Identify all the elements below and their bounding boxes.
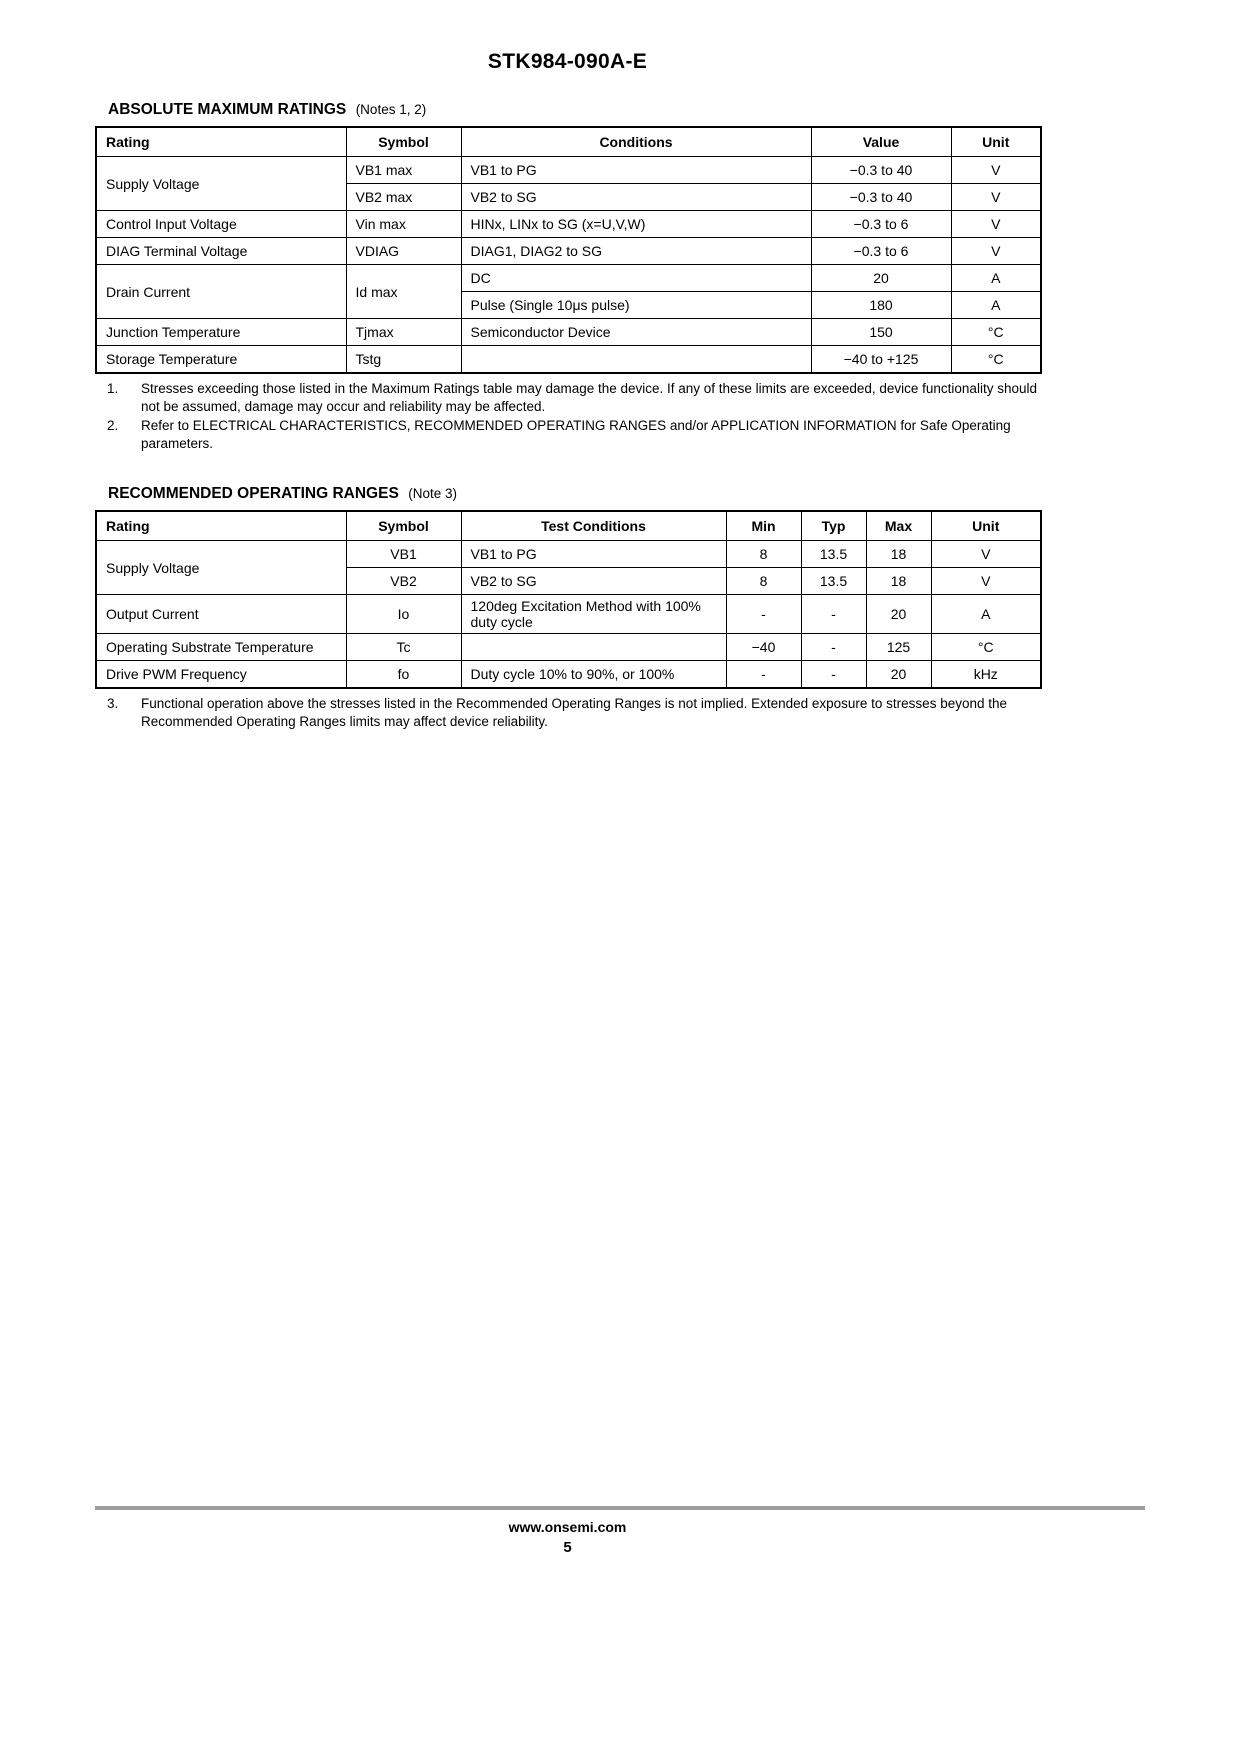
page-number: 5	[563, 1539, 572, 1556]
cell-symbol: VB2	[346, 568, 461, 595]
table-row	[96, 238, 1041, 265]
abs-max-table	[95, 126, 1042, 374]
cell-unit: °C	[951, 346, 1041, 374]
cell-min: 8	[726, 568, 801, 595]
cell-unit: V	[951, 238, 1041, 265]
absolute-maximum-ratings-section	[95, 101, 1040, 452]
cell-rating: Operating Substrate Temperature	[96, 634, 346, 661]
cell-value: −0.3 to 40	[811, 184, 951, 211]
cell-symbol: Io	[346, 595, 461, 634]
col-header-typ: Typ	[801, 511, 866, 541]
cell-conditions: Duty cycle 10% to 90%, or 100%	[461, 661, 726, 689]
note-number: 2.	[107, 418, 119, 434]
cell-rating: Supply Voltage	[96, 157, 346, 211]
col-header-rating: Rating	[96, 511, 346, 541]
note-1	[107, 380, 1040, 415]
cell-value: −0.3 to 40	[811, 157, 951, 184]
col-header-unit: Unit	[931, 511, 1041, 541]
table-row	[96, 661, 1041, 689]
cell-rating: Storage Temperature	[96, 346, 346, 374]
table-row	[96, 634, 1041, 661]
cell-max: 18	[866, 568, 931, 595]
cell-min: 8	[726, 541, 801, 568]
cell-conditions: DIAG1, DIAG2 to SG	[461, 238, 811, 265]
cell-conditions: VB2 to SG	[461, 568, 726, 595]
cell-min: −40	[726, 634, 801, 661]
cell-rating: Supply Voltage	[96, 541, 346, 595]
cell-value: −0.3 to 6	[811, 238, 951, 265]
recommended-operating-ranges-section	[95, 485, 1040, 730]
col-header-value: Value	[811, 127, 951, 157]
col-header-test-conditions: Test Conditions	[461, 511, 726, 541]
section-title: ABSOLUTE MAXIMUM RATINGS	[108, 101, 347, 118]
table-row	[96, 211, 1041, 238]
abs-max-notes	[95, 380, 1040, 452]
cell-rating: Control Input Voltage	[96, 211, 346, 238]
cell-min: -	[726, 661, 801, 689]
cell-unit: V	[951, 157, 1041, 184]
col-header-symbol: Symbol	[346, 511, 461, 541]
col-header-unit: Unit	[951, 127, 1041, 157]
cell-conditions: 120deg Excitation Method with 100% duty cycle	[461, 595, 726, 634]
note-text: Functional operation above the stresses listed in the Recommended Operating Ranges is not implied. Extended exposure to stresses beyond the Recommended Operating Ranges limits may affect device reliability.	[141, 696, 1008, 729]
cell-rating: DIAG Terminal Voltage	[96, 238, 346, 265]
cell-max: 20	[866, 661, 931, 689]
section-title-note: (Notes 1, 2)	[355, 102, 427, 117]
col-header-rating: Rating	[96, 127, 346, 157]
table-row	[96, 346, 1041, 374]
cell-rating: Drive PWM Frequency	[96, 661, 346, 689]
table-row	[96, 157, 1041, 184]
cell-unit: V	[951, 184, 1041, 211]
note-2	[107, 417, 1040, 452]
cell-rating: Drain Current	[96, 265, 346, 319]
note-number: 1.	[107, 381, 119, 396]
footer-url: www.onsemi.com	[508, 1519, 627, 1535]
note-text: Refer to ELECTRICAL CHARACTERISTICS, RECOMMENDED OPERATING RANGES and/or APPLICATION INFORMATION for Safe Operating parameters.	[141, 418, 1011, 451]
table-row	[96, 265, 1041, 292]
cell-unit: °C	[951, 319, 1041, 346]
table-header-row	[96, 511, 1041, 541]
table-row	[96, 541, 1041, 568]
cell-symbol: Id max	[346, 265, 461, 319]
cell-value: 20	[811, 265, 951, 292]
cell-rating: Junction Temperature	[96, 319, 346, 346]
cell-max: 20	[866, 595, 931, 634]
cell-unit: °C	[931, 634, 1041, 661]
cell-conditions: VB2 to SG	[461, 184, 811, 211]
cell-unit: A	[951, 265, 1041, 292]
cell-typ: -	[801, 634, 866, 661]
table-row	[96, 319, 1041, 346]
cell-unit: V	[931, 541, 1041, 568]
footer-text	[95, 1519, 1040, 1556]
cell-conditions: VB1 to PG	[461, 541, 726, 568]
cell-value: −0.3 to 6	[811, 211, 951, 238]
cell-symbol: Tc	[346, 634, 461, 661]
cell-conditions	[461, 346, 811, 374]
page-content	[95, 0, 1040, 730]
cell-symbol: fo	[346, 661, 461, 689]
col-header-max: Max	[866, 511, 931, 541]
cell-symbol: Tjmax	[346, 319, 461, 346]
page-footer	[95, 1506, 1145, 1556]
cell-symbol: Tstg	[346, 346, 461, 374]
cell-symbol: VB2 max	[346, 184, 461, 211]
cell-conditions	[461, 634, 726, 661]
cell-min: -	[726, 595, 801, 634]
table-row	[96, 595, 1041, 634]
cell-value: 150	[811, 319, 951, 346]
cell-typ: -	[801, 595, 866, 634]
cell-conditions: DC	[461, 265, 811, 292]
cell-symbol: VDIAG	[346, 238, 461, 265]
rec-op-table	[95, 510, 1042, 689]
cell-unit: A	[951, 292, 1041, 319]
note-number: 3.	[107, 696, 119, 712]
page-title: STK984-090A-E	[487, 50, 648, 73]
cell-unit: kHz	[931, 661, 1041, 689]
col-header-symbol: Symbol	[346, 127, 461, 157]
cell-symbol: VB1 max	[346, 157, 461, 184]
table-header-row	[96, 127, 1041, 157]
cell-typ: 13.5	[801, 568, 866, 595]
cell-conditions: HINx, LINx to SG (x=U,V,W)	[461, 211, 811, 238]
cell-conditions: Semiconductor Device	[461, 319, 811, 346]
cell-value: −40 to +125	[811, 346, 951, 374]
note-text: Stresses exceeding those listed in the Maximum Ratings table may damage the device. If any of these limits are exceeded, device functionality should not be assumed, damage may occur and reliability may be affected.	[141, 381, 1037, 414]
cell-max: 125	[866, 634, 931, 661]
rec-op-notes	[95, 695, 1040, 730]
section-title: RECOMMENDED OPERATING RANGES	[108, 485, 399, 503]
cell-conditions: Pulse (Single 10μs pulse)	[461, 292, 811, 319]
abs-max-heading	[95, 101, 1040, 119]
cell-symbol: Vin max	[346, 211, 461, 238]
cell-max: 18	[866, 541, 931, 568]
cell-rating: Output Current	[96, 595, 346, 634]
section-title-note: (Note 3)	[408, 486, 458, 502]
rec-op-heading	[95, 485, 1040, 503]
col-header-min: Min	[726, 511, 801, 541]
col-header-conditions: Conditions	[461, 127, 811, 157]
footer-rule	[95, 1506, 1145, 1510]
cell-typ: 13.5	[801, 541, 866, 568]
cell-conditions: VB1 to PG	[461, 157, 811, 184]
note-3	[107, 695, 1040, 730]
cell-symbol: VB1	[346, 541, 461, 568]
cell-unit: V	[951, 211, 1041, 238]
cell-value: 180	[811, 292, 951, 319]
cell-unit: A	[931, 595, 1041, 634]
cell-unit: V	[931, 568, 1041, 595]
cell-typ: -	[801, 661, 866, 689]
